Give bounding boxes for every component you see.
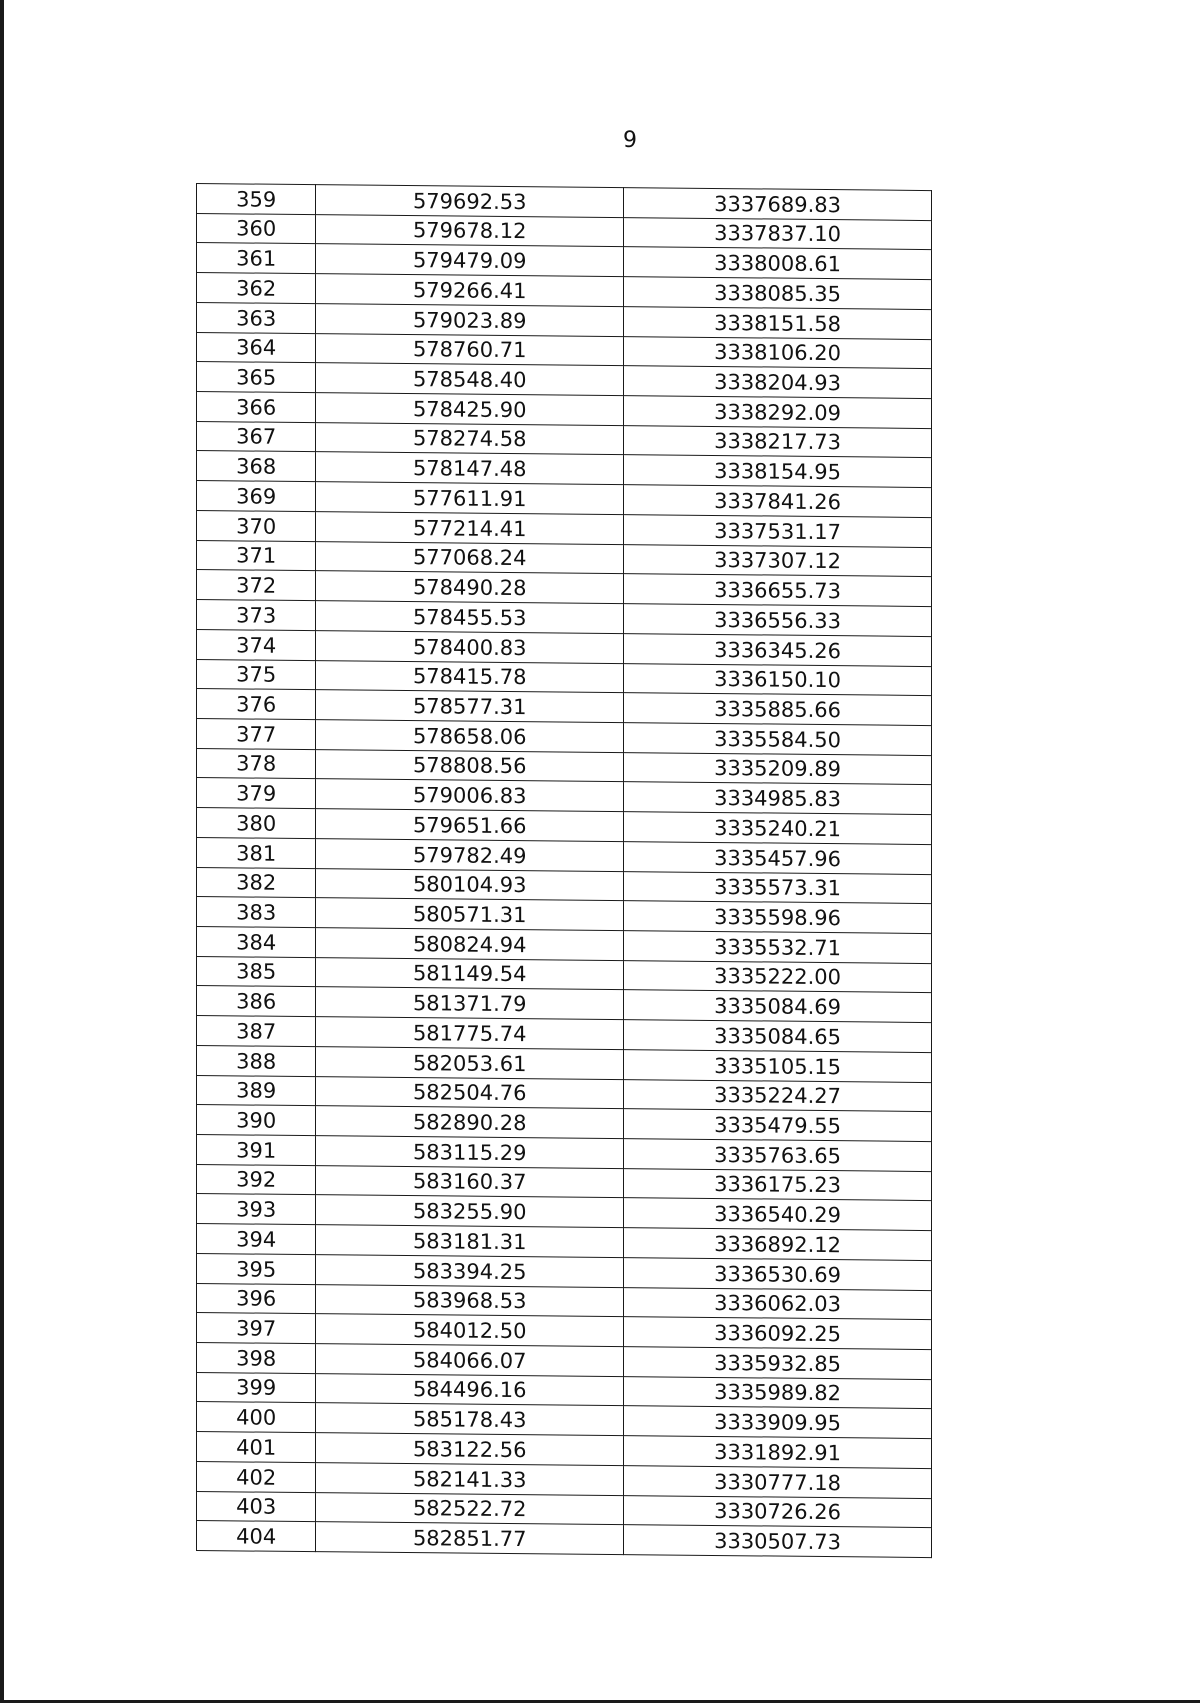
x-coordinate-cell: 582851.77 xyxy=(316,1522,624,1555)
point-number-cell: 400 xyxy=(197,1402,316,1433)
x-coordinate-cell: 578548.40 xyxy=(316,363,624,396)
x-coordinate-cell: 578400.83 xyxy=(316,630,624,663)
y-coordinate-cell: 3335084.65 xyxy=(624,1020,932,1053)
y-coordinate-cell: 3334985.83 xyxy=(624,782,932,815)
y-coordinate-cell: 3335532.71 xyxy=(624,931,932,964)
y-coordinate-cell: 3335240.21 xyxy=(624,812,932,845)
x-coordinate-cell: 584066.07 xyxy=(316,1344,624,1377)
y-coordinate-cell: 3330726.26 xyxy=(624,1495,932,1528)
point-number-cell: 368 xyxy=(197,451,316,482)
y-coordinate-cell: 3338106.20 xyxy=(624,336,932,369)
x-coordinate-cell: 584012.50 xyxy=(316,1314,624,1347)
point-number-cell: 403 xyxy=(197,1491,316,1522)
point-number-cell: 374 xyxy=(197,629,316,660)
y-coordinate-cell: 3331892.91 xyxy=(624,1436,932,1469)
point-number-cell: 381 xyxy=(197,837,316,868)
y-coordinate-cell: 3337307.12 xyxy=(624,544,932,577)
x-coordinate-cell: 583115.29 xyxy=(316,1136,624,1169)
y-coordinate-cell: 3335573.31 xyxy=(624,871,932,904)
point-number-cell: 396 xyxy=(197,1283,316,1314)
y-coordinate-cell: 3335224.27 xyxy=(624,1079,932,1112)
point-number-cell: 384 xyxy=(197,926,316,957)
x-coordinate-cell: 583255.90 xyxy=(316,1195,624,1228)
point-number-cell: 385 xyxy=(197,956,316,987)
point-number-cell: 395 xyxy=(197,1253,316,1284)
point-number-cell: 360 xyxy=(197,213,316,244)
point-number-cell: 388 xyxy=(197,1045,316,1076)
y-coordinate-cell: 3336530.69 xyxy=(624,1257,932,1290)
x-coordinate-cell: 579479.09 xyxy=(316,244,624,277)
point-number-cell: 389 xyxy=(197,1075,316,1106)
point-number-cell: 390 xyxy=(197,1105,316,1136)
x-coordinate-cell: 583394.25 xyxy=(316,1255,624,1288)
x-coordinate-cell: 579006.83 xyxy=(316,779,624,812)
y-coordinate-cell: 3335222.00 xyxy=(624,960,932,993)
point-number-cell: 402 xyxy=(197,1461,316,1492)
y-coordinate-cell: 3336556.33 xyxy=(624,604,932,637)
y-coordinate-cell: 3336655.73 xyxy=(624,574,932,607)
x-coordinate-cell: 584496.16 xyxy=(316,1373,624,1406)
x-coordinate-cell: 579266.41 xyxy=(316,274,624,307)
x-coordinate-cell: 578455.53 xyxy=(316,601,624,634)
y-coordinate-cell: 3338292.09 xyxy=(624,396,932,429)
table-row xyxy=(197,1521,932,1558)
x-coordinate-cell: 583968.53 xyxy=(316,1284,624,1317)
y-coordinate-cell: 3336150.10 xyxy=(624,663,932,696)
x-coordinate-cell: 578425.90 xyxy=(316,393,624,426)
y-coordinate-cell: 3330777.18 xyxy=(624,1466,932,1499)
y-coordinate-cell: 3337837.10 xyxy=(624,217,932,250)
point-number-cell: 399 xyxy=(197,1372,316,1403)
y-coordinate-cell: 3338154.95 xyxy=(624,455,932,488)
x-coordinate-cell: 579782.49 xyxy=(316,838,624,871)
point-number-cell: 376 xyxy=(197,689,316,720)
point-number-cell: 383 xyxy=(197,897,316,928)
x-coordinate-cell: 580571.31 xyxy=(316,898,624,931)
x-coordinate-cell: 582890.28 xyxy=(316,1106,624,1139)
x-coordinate-cell: 579692.53 xyxy=(316,185,624,218)
x-coordinate-cell: 581775.74 xyxy=(316,1017,624,1050)
point-number-cell: 393 xyxy=(197,1194,316,1225)
y-coordinate-cell: 3335932.85 xyxy=(624,1347,932,1380)
y-coordinate-cell: 3337531.17 xyxy=(624,515,932,548)
point-number-cell: 380 xyxy=(197,808,316,839)
point-number-cell: 386 xyxy=(197,986,316,1017)
point-number-cell: 359 xyxy=(197,184,316,215)
y-coordinate-cell: 3336892.12 xyxy=(624,1228,932,1261)
y-coordinate-cell: 3335457.96 xyxy=(624,841,932,874)
y-coordinate-cell: 3338217.73 xyxy=(624,425,932,458)
point-number-cell: 397 xyxy=(197,1313,316,1344)
y-coordinate-cell: 3338085.35 xyxy=(624,277,932,310)
point-number-cell: 401 xyxy=(197,1432,316,1463)
y-coordinate-cell: 3335598.96 xyxy=(624,901,932,934)
x-coordinate-cell: 578577.31 xyxy=(316,690,624,723)
x-coordinate-cell: 579651.66 xyxy=(316,809,624,842)
point-number-cell: 375 xyxy=(197,659,316,690)
point-number-cell: 379 xyxy=(197,778,316,809)
point-number-cell: 391 xyxy=(197,1135,316,1166)
point-number-cell: 404 xyxy=(197,1521,316,1552)
x-coordinate-cell: 583160.37 xyxy=(316,1165,624,1198)
point-number-cell: 371 xyxy=(197,540,316,571)
page-number: 9 xyxy=(623,128,637,153)
y-coordinate-cell: 3335584.50 xyxy=(624,723,932,756)
y-coordinate-cell: 3338204.93 xyxy=(624,366,932,399)
x-coordinate-cell: 578147.48 xyxy=(316,452,624,485)
y-coordinate-cell: 3335105.15 xyxy=(624,1049,932,1082)
point-number-cell: 382 xyxy=(197,867,316,898)
x-coordinate-cell: 585178.43 xyxy=(316,1403,624,1436)
y-coordinate-cell: 3337689.83 xyxy=(624,188,932,221)
x-coordinate-cell: 583181.31 xyxy=(316,1225,624,1258)
point-number-cell: 372 xyxy=(197,570,316,601)
y-coordinate-cell: 3335885.66 xyxy=(624,693,932,726)
y-coordinate-cell: 3335989.82 xyxy=(624,1376,932,1409)
scan-edge-left xyxy=(0,0,4,1703)
x-coordinate-cell: 578760.71 xyxy=(316,333,624,366)
y-coordinate-cell: 3336092.25 xyxy=(624,1317,932,1350)
x-coordinate-cell: 582141.33 xyxy=(316,1463,624,1496)
x-coordinate-cell: 577611.91 xyxy=(316,482,624,515)
x-coordinate-cell: 578274.58 xyxy=(316,422,624,455)
point-number-cell: 369 xyxy=(197,481,316,512)
x-coordinate-cell: 577068.24 xyxy=(316,541,624,574)
x-coordinate-cell: 579023.89 xyxy=(316,304,624,337)
x-coordinate-cell: 578490.28 xyxy=(316,571,624,604)
point-number-cell: 366 xyxy=(197,392,316,423)
y-coordinate-cell: 3335209.89 xyxy=(624,752,932,785)
y-coordinate-cell: 3335084.69 xyxy=(624,990,932,1023)
point-number-cell: 367 xyxy=(197,421,316,452)
y-coordinate-cell: 3337841.26 xyxy=(624,485,932,518)
point-number-cell: 362 xyxy=(197,273,316,304)
x-coordinate-cell: 578415.78 xyxy=(316,660,624,693)
point-number-cell: 387 xyxy=(197,1016,316,1047)
x-coordinate-cell: 582504.76 xyxy=(316,1076,624,1109)
y-coordinate-cell: 3335479.55 xyxy=(624,1109,932,1142)
x-coordinate-cell: 579678.12 xyxy=(316,214,624,247)
coordinate-table-body xyxy=(197,184,932,1558)
x-coordinate-cell: 580104.93 xyxy=(316,868,624,901)
y-coordinate-cell: 3330507.73 xyxy=(624,1525,932,1558)
point-number-cell: 364 xyxy=(197,332,316,363)
x-coordinate-cell: 582053.61 xyxy=(316,1046,624,1079)
point-number-cell: 370 xyxy=(197,510,316,541)
y-coordinate-cell: 3336175.23 xyxy=(624,1168,932,1201)
point-number-cell: 361 xyxy=(197,243,316,274)
x-coordinate-cell: 580824.94 xyxy=(316,928,624,961)
point-number-cell: 378 xyxy=(197,748,316,779)
y-coordinate-cell: 3336062.03 xyxy=(624,1287,932,1320)
point-number-cell: 363 xyxy=(197,302,316,333)
point-number-cell: 392 xyxy=(197,1164,316,1195)
x-coordinate-cell: 578808.56 xyxy=(316,749,624,782)
point-number-cell: 394 xyxy=(197,1224,316,1255)
point-number-cell: 377 xyxy=(197,718,316,749)
point-number-cell: 398 xyxy=(197,1343,316,1374)
y-coordinate-cell: 3333909.95 xyxy=(624,1406,932,1439)
x-coordinate-cell: 577214.41 xyxy=(316,512,624,545)
y-coordinate-cell: 3338151.58 xyxy=(624,306,932,339)
point-number-cell: 373 xyxy=(197,600,316,631)
x-coordinate-cell: 581149.54 xyxy=(316,957,624,990)
x-coordinate-cell: 582522.72 xyxy=(316,1492,624,1525)
y-coordinate-cell: 3335763.65 xyxy=(624,1139,932,1172)
x-coordinate-cell: 581371.79 xyxy=(316,987,624,1020)
x-coordinate-cell: 578658.06 xyxy=(316,720,624,753)
y-coordinate-cell: 3336345.26 xyxy=(624,633,932,666)
y-coordinate-cell: 3338008.61 xyxy=(624,247,932,280)
y-coordinate-cell: 3336540.29 xyxy=(624,1198,932,1231)
point-number-cell: 365 xyxy=(197,362,316,393)
x-coordinate-cell: 583122.56 xyxy=(316,1433,624,1466)
coordinate-table xyxy=(196,183,932,1558)
